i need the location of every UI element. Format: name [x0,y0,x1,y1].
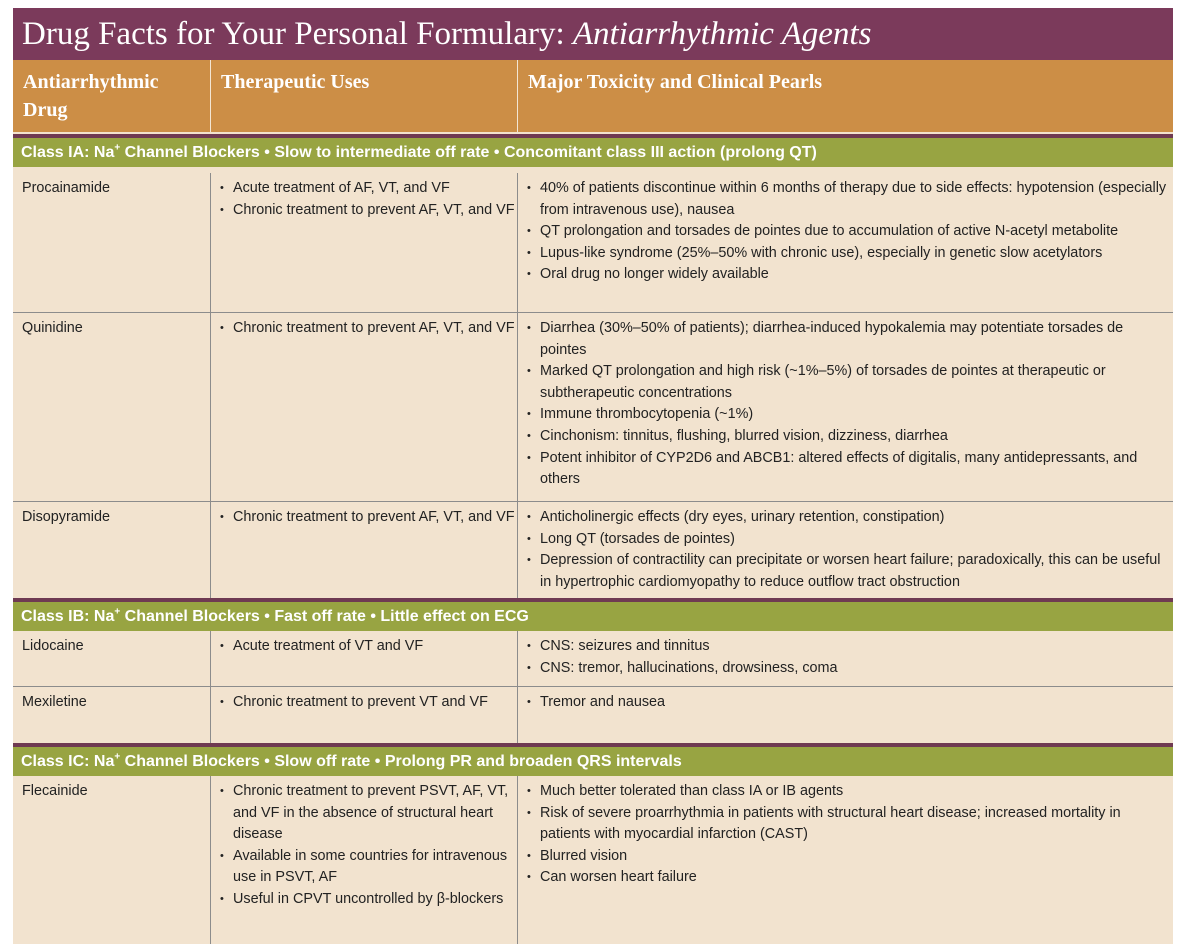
table-row [13,631,1173,687]
list-item: • Available in some countries for intravenous use in PSVT, AF [220,846,517,889]
table-row [13,313,1173,502]
list-item: • Much better tolerated than class IA or IB agents [527,781,1167,803]
section-superscript: + [114,142,121,154]
list-item: • Long QT (torsades de pointes) [527,529,1167,551]
header-toxicity: Major Toxicity and Clinical Pearls [528,71,823,93]
list-item: • Immune thrombocytopenia (~1%) [527,404,1167,426]
title-main: Drug Facts for Your Personal Formulary: [22,16,573,52]
drug-name: Quinidine [13,313,211,501]
drug-name: Disopyramide [13,502,211,598]
list-item: • 40% of patients discontinue within 6 months of therapy due to side effects: hypotension (especially from intravenous use), nausea [527,178,1167,221]
list-item: • Useful in CPVT uncontrolled by β-blockers [220,889,517,911]
list-item: • Anticholinergic effects (dry eyes, urinary retention, constipation) [527,507,1167,529]
section-suffix: Channel Blockers • Slow to intermediate off rate • Concomitant class III action (prolong QT) [120,144,817,161]
toxicity-cell [518,502,1173,598]
uses-cell [211,687,518,743]
list-item: • Chronic treatment to prevent AF, VT, and VF [220,318,517,340]
list-item: • Cinchonism: tinnitus, flushing, blurred vision, dizziness, diarrhea [527,426,1167,448]
uses-cell [211,776,518,944]
section-suffix: Channel Blockers • Fast off rate • Little effect on ECG [120,608,529,625]
list-item: • CNS: tremor, hallucinations, drowsiness, coma [527,658,1167,680]
list-item: • Chronic treatment to prevent VT and VF [220,692,517,714]
list-item: • Potent inhibitor of CYP2D6 and ABCB1: altered effects of digitalis, many antidepressants, and others [527,448,1167,491]
list-item: • Can worsen heart failure [527,867,1167,889]
list-item: • Blurred vision [527,846,1167,868]
section-superscript: + [114,606,121,618]
list-item: • QT prolongation and torsades de pointes due to accumulation of active N-acetyl metabolite [527,221,1167,243]
list-item: • Chronic treatment to prevent PSVT, AF, VT, and VF in the absence of structural heart disease [220,781,517,846]
section-class-ic [13,743,1173,776]
drug-name: Lidocaine [13,631,211,686]
title-subtitle: Antiarrhythmic Agents [572,16,872,52]
uses-cell [211,173,518,312]
table-row [13,687,1173,743]
toxicity-cell [518,313,1173,501]
drug-name: Mexiletine [13,687,211,743]
list-item: • Diarrhea (30%–50% of patients); diarrhea-induced hypokalemia may potentiate torsades de pointes [527,318,1167,361]
formulary-page [13,8,1173,944]
section-suffix: Channel Blockers • Slow off rate • Prolong PR and broaden QRS intervals [120,753,682,770]
toxicity-cell [518,173,1173,312]
list-item: • Risk of severe proarrhythmia in patients with structural heart disease; increased mortality in patients with myocardial infarction (CAST) [527,803,1167,846]
list-item: • Chronic treatment to prevent AF, VT, and VF [220,507,517,529]
uses-cell [211,631,518,686]
section-class-ib [13,598,1173,631]
toxicity-cell [518,687,1173,743]
drug-name: Procainamide [13,173,211,312]
list-item: • Oral drug no longer widely available [527,264,1167,286]
section-prefix: Class IC: Na [21,753,115,770]
header-uses: Therapeutic Uses [211,60,518,132]
table-row [13,776,1173,944]
toxicity-cell [518,776,1173,944]
list-item: • Depression of contractility can precipitate or worsen heart failure; paradoxically, this can be useful in hypertrophic cardiomyopathy to reduce outflow tract obstruction [527,550,1167,593]
list-item: • Acute treatment of VT and VF [220,636,517,658]
uses-cell [211,502,518,598]
section-superscript: + [114,751,121,763]
header-drug: Antiarrhythmic Drug [13,60,211,132]
table-row [13,502,1173,598]
list-item: • Acute treatment of AF, VT, and VF [220,178,517,200]
table-row [13,173,1173,313]
section-prefix: Class IA: Na [21,144,115,161]
list-item: • Marked QT prolongation and high risk (~1%–5%) of torsades de pointes at therapeutic or subtherapeutic concentrations [527,361,1167,404]
list-item: • Tremor and nausea [527,692,1167,714]
section-class-ia [13,134,1173,167]
table-header [13,60,1173,132]
uses-cell [211,313,518,501]
section-prefix: Class IB: Na [21,608,115,625]
drug-name: Flecainide [13,776,211,944]
toxicity-cell [518,631,1173,686]
list-item: • Chronic treatment to prevent AF, VT, and VF [220,200,517,222]
page-title [13,8,1173,60]
list-item: • Lupus-like syndrome (25%–50% with chronic use), especially in genetic slow acetylators [527,243,1167,265]
list-item: • CNS: seizures and tinnitus [527,636,1167,658]
